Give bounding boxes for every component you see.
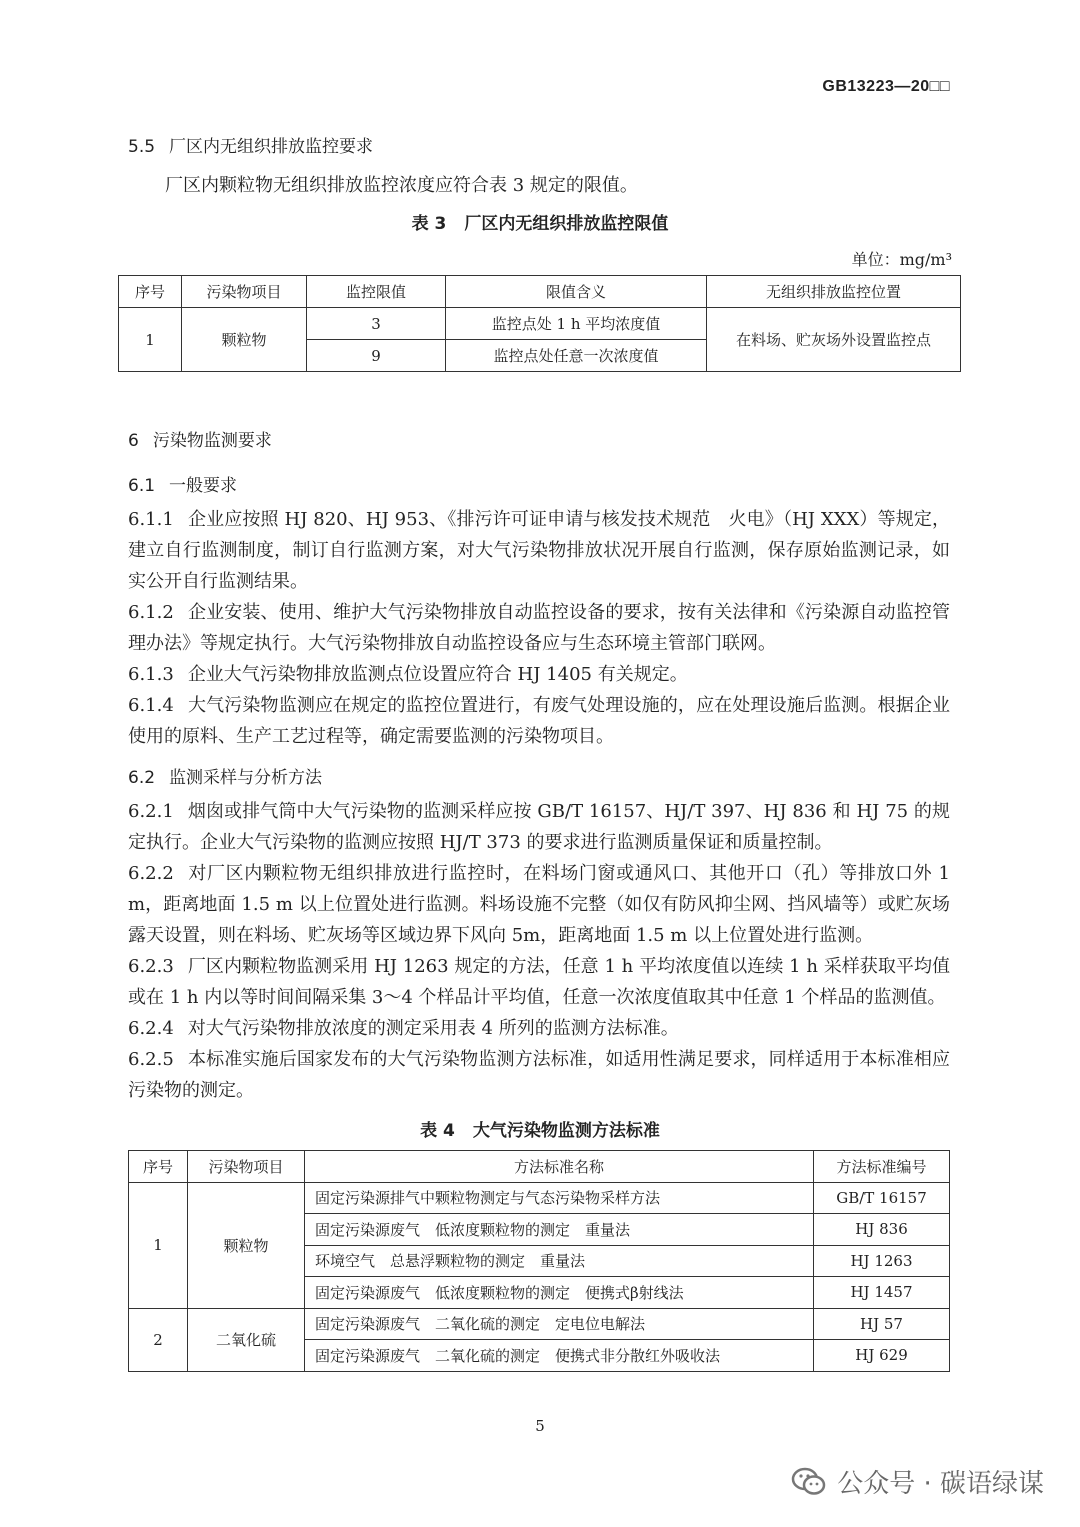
- table-row: [129, 1182, 950, 1214]
- section-5-5-heading: [128, 132, 373, 157]
- section-6-heading: [128, 426, 272, 451]
- table-title: 厂区内无组织排放监控限值: [464, 214, 669, 234]
- method-code-cell: HJ 57: [814, 1308, 950, 1340]
- header-cell: 监控限值: [307, 276, 446, 308]
- method-name-cell: 固定污染源废气 二氧化硫的测定 定电位电解法: [305, 1308, 814, 1340]
- page-number: 5: [535, 1417, 545, 1435]
- table-4-title: [0, 1116, 1080, 1141]
- limit-cell: 3: [307, 308, 446, 340]
- table-header-row: [129, 1151, 950, 1183]
- method-code-cell: HJ 836: [814, 1214, 950, 1246]
- section-6-2-heading: [128, 763, 322, 788]
- table-3: [118, 275, 961, 372]
- clause-number: 6.2.1: [128, 801, 174, 822]
- meaning-cell: 监控点处 1 h 平均浓度值: [446, 308, 707, 340]
- index-cell: 2: [129, 1308, 188, 1371]
- paragraph-5-5: 厂区内颗粒物无组织排放监控浓度应符合表 3 规定的限值。: [165, 175, 638, 196]
- section-number: 6.2: [128, 768, 156, 788]
- meaning-cell: 监控点处任意一次浓度值: [446, 340, 707, 372]
- watermark-text: 公众号 · 碳语绿谋: [837, 1469, 1044, 1499]
- header-cell: 无组织排放监控位置: [707, 276, 961, 308]
- paragraph-6-2-4: [128, 1013, 950, 1044]
- section-number: 6.1: [128, 476, 156, 496]
- clause-text: 对大气污染物排放浓度的测定采用表 4 所列的监测方法标准。: [187, 1018, 679, 1039]
- table-header-row: [119, 276, 961, 308]
- table-row: [129, 1308, 950, 1340]
- document-code: GB13223—20□□: [822, 78, 950, 95]
- section-title: 一般要求: [169, 476, 238, 496]
- method-code-cell: HJ 1263: [814, 1245, 950, 1277]
- clause-text: 企业安装、使用、维护大气污染物排放自动监控设备的要求，按有关法律和《污染源自动监控管理办法》等规定执行。大气污染物排放自动监控设备应与生态环境主管部门联网。: [128, 602, 950, 654]
- header-cell: 污染物项目: [182, 276, 307, 308]
- section-title: 监测采样与分析方法: [169, 768, 323, 788]
- table-row: [119, 308, 961, 340]
- limit-cell: 9: [307, 340, 446, 372]
- header-cell: 方法标准名称: [305, 1151, 814, 1183]
- method-code-cell: GB/T 16157: [814, 1182, 950, 1214]
- header-cell: 方法标准编号: [814, 1151, 950, 1183]
- table-label: 表 4: [420, 1121, 455, 1141]
- paragraph-6-1-4: [128, 690, 950, 752]
- section-number: 6: [128, 431, 139, 451]
- paragraph-6-2-2: [128, 858, 950, 951]
- clause-number: 6.1.1: [128, 509, 174, 530]
- clause-number: 6.2.2: [128, 863, 174, 884]
- table-title: 大气污染物监测方法标准: [472, 1121, 660, 1141]
- wechat-icon: [791, 1467, 827, 1497]
- method-code-cell: HJ 629: [814, 1340, 950, 1372]
- index-cell: 1: [129, 1182, 188, 1308]
- header-cell: 限值含义: [446, 276, 707, 308]
- header-cell: 污染物项目: [188, 1151, 305, 1183]
- section-number: 5.5: [128, 137, 156, 157]
- method-name-cell: 固定污染源排气中颗粒物测定与气态污染物采样方法: [305, 1182, 814, 1214]
- clause-text: 厂区内颗粒物监测采用 HJ 1263 规定的方法，任意 1 h 平均浓度值以连续 1 h 采样获取平均值或在 1 h 内以等时间间隔采集 3～4 个样品计平均值，任意一次浓度值取其中任意 1 个样品的监测值。: [128, 956, 950, 1008]
- clause-text: 企业应按照 HJ 820、HJ 953、《排污许可证申请与核发技术规范 火电》（HJ XXX）等规定，建立自行监测制度，制订自行监测方案，对大气污染物排放状况开展自行监测，保存原始监测记录，如实公开自行监测结果。: [128, 509, 950, 592]
- pollutant-cell: 二氧化硫: [188, 1308, 305, 1371]
- clause-text: 大气污染物监测应在规定的监控位置进行，有废气处理设施的，应在处理设施后监测。根据企业使用的原料、生产工艺过程等，确定需要监测的污染物项目。: [128, 695, 950, 747]
- section-6-1-heading: [128, 471, 237, 496]
- method-code-cell: HJ 1457: [814, 1277, 950, 1309]
- paragraph-6-1-2: [128, 597, 950, 659]
- pollutant-cell: 颗粒物: [182, 308, 307, 372]
- clause-number: 6.2.4: [128, 1018, 174, 1039]
- paragraph-6-2-3: [128, 951, 950, 1013]
- method-name-cell: 环境空气 总悬浮颗粒物的测定 重量法: [305, 1245, 814, 1277]
- watermark: [791, 1463, 1044, 1500]
- method-name-cell: 固定污染源废气 低浓度颗粒物的测定 便携式β射线法: [305, 1277, 814, 1309]
- table-4: [128, 1150, 950, 1372]
- paragraph-6-2-5: [128, 1044, 950, 1106]
- table-label: 表 3: [411, 214, 447, 234]
- section-title: 厂区内无组织排放监控要求: [169, 137, 374, 157]
- method-name-cell: 固定污染源废气 低浓度颗粒物的测定 重量法: [305, 1214, 814, 1246]
- clause-text: 对厂区内颗粒物无组织排放进行监控时，在料场门窗或通风口、其他开口（孔）等排放口外 1 m，距离地面 1.5 m 以上位置处进行监测。料场设施不完整（如仅有防风抑尘网、挡风墙等）或贮灰场露天设置，则在料场、贮灰场等区域边界下风向 5m，距离地面 1.5 m 以上位置处进行监测。: [128, 863, 950, 946]
- clause-text: 本标准实施后国家发布的大气污染物监测方法标准，如适用性满足要求，同样适用于本标准相应污染物的测定。: [128, 1049, 950, 1101]
- header-cell: 序号: [129, 1151, 188, 1183]
- table-3-unit: 单位：mg/m³: [851, 250, 952, 269]
- paragraph-6-1-1: [128, 504, 950, 597]
- clause-number: 6.2.3: [128, 956, 174, 977]
- paragraph-6-1-3: [128, 659, 950, 690]
- clause-number: 6.1.4: [128, 695, 174, 716]
- clause-text: 烟囱或排气筒中大气污染物的监测采样应按 GB/T 16157、HJ/T 397、HJ 836 和 HJ 75 的规定执行。企业大气污染物的监测应按照 HJ/T 373 的要求进行监测质量保证和质量控制。: [128, 801, 950, 853]
- location-cell: 在料场、贮灰场外设置监控点: [707, 308, 961, 372]
- paragraph-6-2-1: [128, 796, 950, 858]
- table-3-title: [0, 209, 1080, 234]
- clause-number: 6.1.2: [128, 602, 174, 623]
- method-name-cell: 固定污染源废气 二氧化硫的测定 便携式非分散红外吸收法: [305, 1340, 814, 1372]
- header-cell: 序号: [119, 276, 182, 308]
- clause-number: 6.2.5: [128, 1049, 174, 1070]
- clause-number: 6.1.3: [128, 664, 174, 685]
- pollutant-cell: 颗粒物: [188, 1182, 305, 1308]
- section-title: 污染物监测要求: [152, 431, 272, 451]
- index-cell: 1: [119, 308, 182, 372]
- clause-text: 企业大气污染物排放监测点位设置应符合 HJ 1405 有关规定。: [187, 664, 688, 685]
